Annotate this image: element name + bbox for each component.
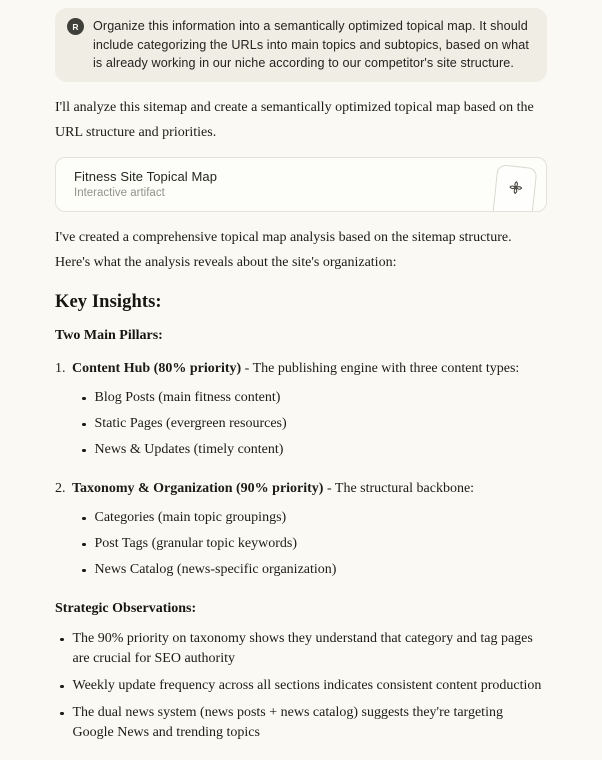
list-item bbox=[72, 440, 547, 460]
bullet-marker bbox=[60, 685, 64, 689]
list-item-text: Blog Posts (main fitness content) bbox=[94, 389, 281, 405]
list-item-text: Static Pages (evergreen resources) bbox=[94, 415, 287, 431]
artifact-title: Fitness Site Topical Map bbox=[74, 169, 218, 184]
bullet-marker bbox=[60, 712, 64, 716]
bullet-marker bbox=[82, 397, 86, 401]
pillar-title bbox=[72, 356, 547, 381]
pillar-body bbox=[72, 476, 547, 586]
list-item bbox=[55, 703, 547, 743]
artifact-preview[interactable] bbox=[482, 158, 546, 211]
bullet-marker bbox=[82, 543, 86, 547]
pillar-title-rest: - The structural backbone: bbox=[323, 480, 475, 496]
list-item-text: Categories (main topic groupings) bbox=[94, 509, 287, 525]
user-message-bubble bbox=[55, 8, 547, 82]
bullet-marker bbox=[60, 638, 64, 642]
artifact-preview-card bbox=[491, 164, 538, 212]
pillar-sub-bullets bbox=[72, 508, 547, 580]
pillar-item-content-hub bbox=[55, 356, 547, 466]
observations-heading: Strategic Observations: bbox=[55, 600, 197, 616]
assistant-analysis-paragraph: I've created a comprehensive topical map analysis based on the sitemap structure. Here's what the analysis reveals about the site's organization: bbox=[55, 229, 512, 270]
bullet-marker bbox=[82, 517, 86, 521]
list-item bbox=[55, 676, 547, 696]
artifact-card-text bbox=[74, 169, 217, 199]
list-item bbox=[72, 560, 547, 580]
pillar-item-taxonomy bbox=[55, 476, 547, 586]
pillar-body bbox=[72, 356, 547, 466]
observations-list bbox=[55, 629, 547, 743]
pillar-title bbox=[72, 476, 547, 501]
list-item-text: News Catalog (news-specific organization) bbox=[94, 561, 337, 577]
bullet-marker bbox=[82, 423, 86, 427]
bullet-marker bbox=[82, 569, 86, 573]
user-avatar: R bbox=[67, 18, 84, 35]
pillars-list bbox=[55, 356, 547, 586]
clover-artifact-icon bbox=[503, 179, 523, 212]
pillars-heading: Two Main Pillars: bbox=[55, 327, 163, 343]
list-item-text: Post Tags (granular topic keywords) bbox=[94, 535, 298, 551]
artifact-subtitle: Interactive artifact bbox=[74, 187, 165, 199]
bullet-marker bbox=[82, 449, 86, 453]
list-item-text: The dual news system (news posts + news catalog) suggests they're targeting Google News and trending topics bbox=[72, 704, 503, 740]
user-message-text: Organize this information into a semantically optimized topical map. It should include categorizing the URLs into main topics and subtopics, based on what is already working in our niche according to our competitor's site structure. bbox=[93, 19, 529, 70]
pillar-title-rest: - The publishing engine with three content types: bbox=[241, 360, 520, 376]
list-item-text: Weekly update frequency across all sections indicates consistent content production bbox=[72, 677, 542, 693]
list-item-text: The 90% priority on taxonomy shows they understand that category and tag pages are crucial for SEO authority bbox=[72, 630, 533, 666]
list-item bbox=[72, 534, 547, 554]
key-insights-heading: Key Insights: bbox=[55, 291, 162, 312]
artifact-card[interactable] bbox=[55, 157, 547, 212]
list-item bbox=[55, 629, 547, 669]
pillar-title-bold: Content Hub (80% priority) bbox=[72, 360, 242, 376]
list-item bbox=[72, 508, 547, 528]
pillar-title-bold: Taxonomy & Organization (90% priority) bbox=[72, 480, 324, 496]
list-number: 1. bbox=[55, 360, 66, 376]
list-item bbox=[72, 388, 547, 408]
list-item bbox=[72, 414, 547, 434]
list-number: 2. bbox=[55, 480, 66, 496]
pillar-sub-bullets bbox=[72, 388, 547, 460]
assistant-intro-paragraph: I'll analyze this sitemap and create a semantically optimized topical map based on the URL structure and priorities. bbox=[55, 99, 534, 140]
list-item-text: News & Updates (timely content) bbox=[94, 441, 284, 457]
